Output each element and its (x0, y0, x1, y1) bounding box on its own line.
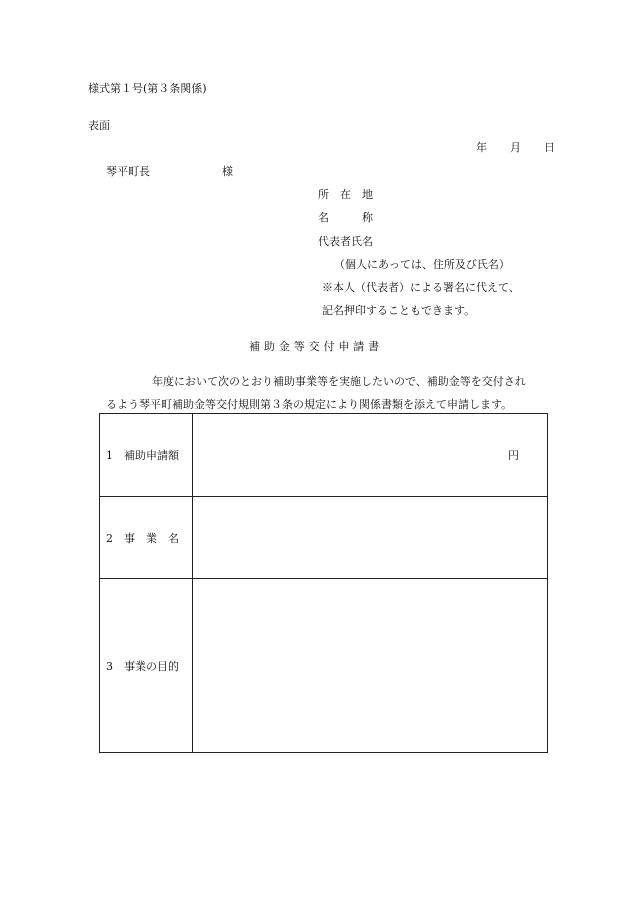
table-row-project-name (100, 497, 548, 579)
applicant-name-label: 名 称 (318, 211, 373, 224)
application-table (99, 413, 548, 753)
side-label: 表面 (88, 119, 110, 132)
date-month-label: 月 (510, 141, 521, 154)
intro-text-line-2: るよう琴平町補助金等交付規則第３条の規定により関係書類を添えて申請します。 (106, 398, 513, 411)
addressee-honorific: 様 (222, 165, 233, 178)
purpose-value-cell[interactable] (193, 579, 548, 753)
applicant-representative-label: 代表者氏名 (318, 235, 373, 248)
intro-text-line-1: 年度において次のとおり補助事業等を実施したいので、補助金等を交付され (152, 375, 526, 388)
form-number: 様式第１号(第３条関係) (88, 82, 207, 95)
applicant-note-signature: ※本人（代表者）による署名に代えて、 (322, 281, 520, 294)
date-year-label: 年 (476, 141, 487, 154)
applicant-note-individual: （個人にあっては、住所及び氏名） (334, 258, 510, 271)
row-label-project-name: 2 事 業 名 (100, 497, 193, 579)
document-title: 補 助 金 等 交 付 申 請 書 (249, 340, 380, 353)
date-day-label: 日 (544, 141, 555, 154)
row-label-purpose: 3 事業の目的 (100, 579, 193, 753)
table-row-amount (100, 414, 548, 497)
addressee-name: 琴平町長 (106, 165, 150, 178)
table-row-purpose (100, 579, 548, 753)
project-name-value-cell[interactable] (193, 497, 548, 579)
applicant-address-label: 所 在 地 (318, 188, 373, 201)
amount-value-cell[interactable] (193, 414, 548, 497)
yen-unit: 円 (508, 449, 519, 462)
row-label-amount: 1 補助申請額 (100, 414, 193, 497)
applicant-note-seal: 記名押印することもできます。 (322, 304, 476, 317)
